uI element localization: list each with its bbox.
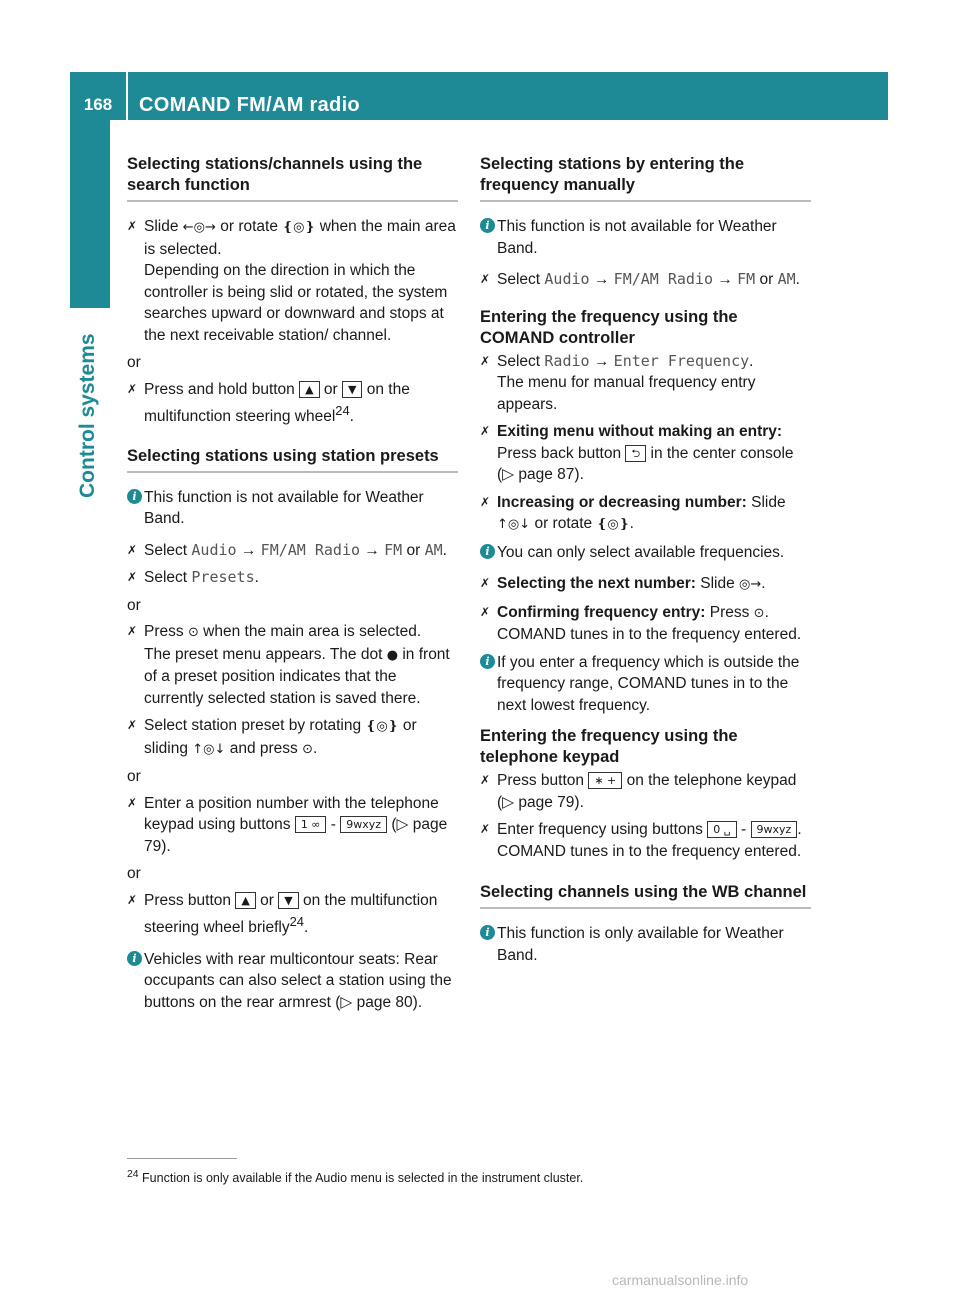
keypad-star-icon: ∗ +	[588, 772, 622, 789]
instruction-step: ✗ Increasing or decreasing number: Slide ↑◎↓ or rotate ❴◎❵.	[480, 493, 786, 532]
step-arrow-icon: ✗	[127, 718, 138, 733]
section-heading: Selecting channels using the WB channel	[480, 882, 811, 909]
instruction-step: ✗ Select Audio → FM/AM Radio → FM or AM.	[127, 540, 458, 562]
side-tab	[70, 120, 110, 308]
controller-slide-icon: ◎→	[739, 577, 762, 592]
keypad-9-icon: 9wxyz	[340, 816, 387, 833]
footnote-ref: 24	[289, 914, 304, 930]
or-text: or	[127, 865, 141, 883]
page-number: 168	[83, 95, 113, 114]
info-note: i This function is not available for Weather Band.	[480, 216, 811, 259]
controller-press-icon: ⊙	[753, 605, 765, 621]
or-text: or	[127, 596, 141, 614]
step-arrow-icon: ✗	[127, 570, 138, 585]
footnote-number: 24	[127, 1169, 139, 1180]
info-note: i Vehicles with rear multicontour seats: Rear occupants can also select a station using the buttons on the rear armrest (▷ page 80).	[127, 949, 458, 1014]
instruction-step: ✗ Slide ←◎→ or rotate ❴◎❵ when the main area is selected. Depending on the direction in which the controller is being slid or rotated, the system searches upward or downward and stops at the next receivable station/ channel.	[127, 218, 456, 344]
step-arrow-icon: ✗	[480, 353, 491, 368]
step-arrow-icon: ✗	[127, 624, 138, 639]
step-arrow-icon: ✗	[480, 773, 491, 787]
info-note: i If you enter a frequency which is outside the frequency range, COMAND tunes in to the next lowest frequency.	[480, 652, 811, 717]
keypad-1-icon: 1 ∞	[295, 816, 327, 833]
step-arrow-icon: ✗	[127, 892, 138, 907]
info-icon: i	[480, 544, 495, 559]
instruction-step: ✗ Selecting the next number: Slide ◎→.	[480, 573, 811, 596]
step-arrow-icon: ✗	[480, 822, 491, 836]
right-column	[480, 154, 811, 976]
down-button-icon: ▼	[342, 381, 362, 398]
header-divider	[126, 72, 128, 120]
instruction-step: ✗ Select Radio → Enter Frequency. The menu for manual frequency entry appears.	[480, 351, 756, 413]
controller-press-icon: ⊙	[187, 625, 199, 641]
instruction-step: ✗ Enter a position number with the telephone keypad using buttons 1 ∞ - 9wxyz (▷ page 79).	[127, 794, 448, 855]
info-icon: i	[127, 951, 142, 966]
info-icon: i	[480, 654, 495, 669]
subsection-heading: Entering the frequency using the telephone keypad	[480, 727, 738, 766]
step-arrow-icon: ✗	[127, 542, 138, 557]
or-text: or	[127, 354, 141, 371]
up-button-icon: ▲	[299, 381, 319, 398]
controller-rotate-icon: ❴◎❵	[596, 517, 630, 532]
left-column	[127, 154, 458, 1023]
instruction-step: ✗ Press button ▲ or ▼ on the multifunction steering wheel briefly$^{24}$.	[127, 891, 438, 937]
watermark: carmanualsonline.info	[612, 1272, 749, 1288]
dot-icon: ●	[386, 647, 399, 663]
controller-rotate-icon: ❴◎❵	[282, 220, 316, 235]
section-heading: Selecting stations by entering the frequency manually	[480, 154, 811, 202]
instruction-step: ✗ Press ⊙ when the main area is selected. The preset menu appears. The dot ● in front of a preset position indicates that the currently selected station is saved there.	[127, 623, 450, 707]
keypad-9-icon: 9wxyz	[751, 821, 798, 838]
controller-slide-icon: ↑◎↓	[192, 741, 226, 757]
footnote-rule	[127, 1158, 237, 1159]
footnote-ref: 24	[335, 403, 350, 418]
down-button-icon: ▼	[278, 892, 298, 909]
or-text: or	[127, 768, 141, 786]
info-icon: i	[480, 218, 495, 233]
instruction-step: ✗ Exiting menu without making an entry: Press back button ⮌ in the center console (▷ page 87).	[480, 423, 794, 483]
instruction-step: ✗ Select Audio → FM/AM Radio → FM or AM.	[480, 269, 811, 291]
instruction-step: ✗ Select Presets.	[127, 567, 458, 589]
subsection-heading: Entering the frequency using the COMAND controller	[480, 307, 738, 347]
instruction-step: ✗ Press button ∗ + on the telephone keypad (▷ page 79).	[480, 772, 797, 811]
step-arrow-icon: ✗	[127, 219, 138, 233]
step-arrow-icon: ✗	[480, 424, 491, 438]
info-note: i You can only select available frequencies.	[480, 542, 811, 564]
page-title: COMAND FM/AM radio	[139, 94, 360, 116]
section-heading: Selecting stations using station presets	[127, 446, 458, 473]
controller-slide-icon: ←◎→	[182, 220, 216, 235]
up-button-icon: ▲	[235, 892, 255, 909]
section-side-label: Control systems	[76, 333, 99, 498]
step-arrow-icon: ✗	[127, 795, 138, 810]
info-icon: i	[127, 489, 142, 504]
controller-slide-icon: ↑◎↓	[497, 517, 531, 532]
controller-press-icon: ⊙	[302, 741, 313, 757]
instruction-step: ✗ Press and hold button ▲ or ▼ on the multifunction steering wheel$^{24}$.	[127, 380, 410, 426]
step-arrow-icon: ✗	[127, 381, 138, 396]
instruction-step: ✗ Select station preset by rotating ❴◎❵ or sliding ↑◎↓ and press ⊙.	[127, 717, 417, 757]
controller-rotate-icon: ❴◎❵	[365, 719, 399, 735]
instruction-step: ✗ Confirming frequency entry: Press ⊙. COMAND tunes in to the frequency entered.	[480, 603, 802, 643]
step-arrow-icon: ✗	[480, 576, 491, 590]
footnote: $^{24}$ Function is only available if the Audio menu is selected in the instrument cluster.	[127, 1169, 584, 1186]
info-note: i This function is only available for Weather Band.	[480, 923, 811, 966]
instruction-step: ✗ Enter frequency using buttons 0 ␣ - 9wxyz . COMAND tunes in to the frequency entered.	[480, 821, 802, 860]
keypad-0-icon: 0 ␣	[707, 821, 736, 838]
back-button-icon: ⮌	[625, 445, 646, 462]
info-note: i This function is not available for Weather Band.	[127, 487, 458, 530]
step-arrow-icon: ✗	[480, 494, 491, 509]
step-arrow-icon: ✗	[480, 604, 491, 619]
info-icon: i	[480, 925, 495, 940]
step-arrow-icon: ✗	[480, 272, 491, 286]
section-heading: Selecting stations/channels using the search function	[127, 154, 458, 202]
